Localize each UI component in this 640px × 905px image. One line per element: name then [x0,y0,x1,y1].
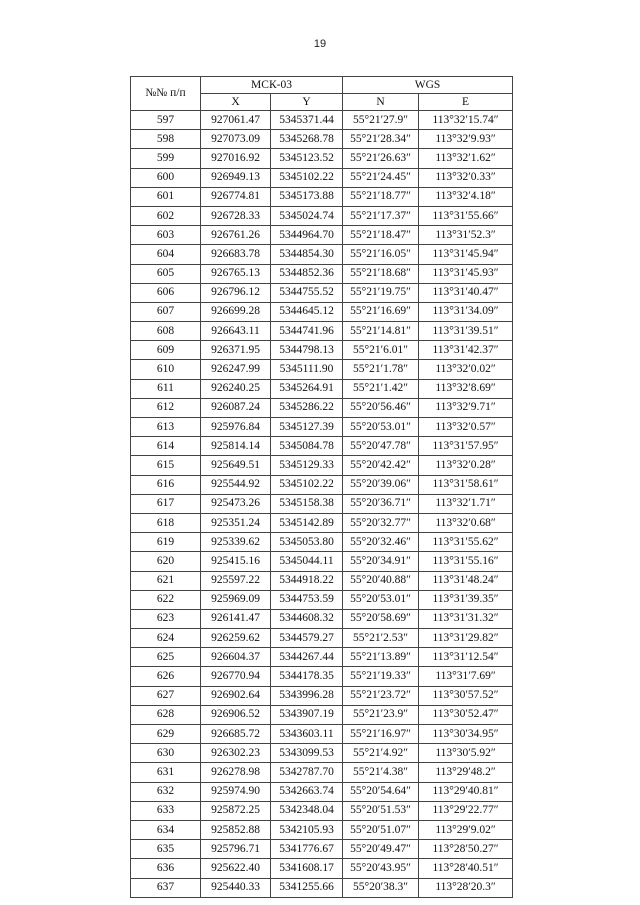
header-group-msk: МСК-03 [201,77,343,94]
cell-x: 926685.72 [201,725,271,744]
cell-n: 55°21′1.78″ [343,360,419,379]
cell-y: 5344918.22 [271,571,343,590]
table-row [131,705,513,724]
cell-x: 925622.40 [201,859,271,878]
cell-y: 5344741.96 [271,322,343,341]
cell-n: 55°21′17.37″ [343,206,419,225]
cell-x: 926728.33 [201,206,271,225]
cell-number: 632 [131,782,201,801]
cell-y: 5343099.53 [271,744,343,763]
cell-n: 55°20′56.46″ [343,398,419,417]
cell-number: 628 [131,705,201,724]
cell-y: 5343603.11 [271,725,343,744]
cell-number: 627 [131,686,201,705]
cell-n: 55°21′26.63″ [343,149,419,168]
table-row [131,801,513,820]
cell-number: 601 [131,187,201,206]
cell-x: 926796.12 [201,283,271,302]
cell-n: 55°20′51.53″ [343,801,419,820]
cell-e: 113°31′12.54″ [419,648,513,667]
cell-e: 113°32′0.57″ [419,418,513,437]
table-row [131,629,513,648]
header-y: Y [271,94,343,111]
table-row [131,533,513,552]
cell-y: 5344645.12 [271,302,343,321]
cell-e: 113°31′40.47″ [419,283,513,302]
cell-e: 113°31′45.94″ [419,245,513,264]
cell-x: 925649.51 [201,456,271,475]
table-row [131,609,513,628]
cell-n: 55°21′13.89″ [343,648,419,667]
cell-e: 113°31′31.32″ [419,609,513,628]
cell-e: 113°31′39.35″ [419,590,513,609]
cell-x: 926247.99 [201,360,271,379]
table-row [131,360,513,379]
cell-e: 113°32′0.68″ [419,513,513,532]
cell-x: 926087.24 [201,398,271,417]
cell-y: 5343907.19 [271,705,343,724]
table-row [131,437,513,456]
cell-n: 55°21′23.9″ [343,705,419,724]
cell-y: 5344579.27 [271,629,343,648]
table-row [131,840,513,859]
cell-number: 634 [131,820,201,839]
table-row [131,513,513,532]
cell-n: 55°21′19.75″ [343,283,419,302]
cell-y: 5344178.35 [271,667,343,686]
cell-number: 598 [131,130,201,149]
cell-y: 5344608.32 [271,609,343,628]
cell-e: 113°31′7.69″ [419,667,513,686]
table-row [131,686,513,705]
cell-n: 55°21′2.53″ [343,629,419,648]
cell-number: 605 [131,264,201,283]
cell-y: 5345173.88 [271,187,343,206]
cell-n: 55°20′34.91″ [343,552,419,571]
cell-number: 618 [131,513,201,532]
cell-e: 113°28′40.51″ [419,859,513,878]
cell-number: 612 [131,398,201,417]
table-row [131,206,513,225]
cell-x: 925872.25 [201,801,271,820]
cell-e: 113°29′40.81″ [419,782,513,801]
table-row [131,667,513,686]
cell-y: 5342663.74 [271,782,343,801]
cell-n: 55°20′49.47″ [343,840,419,859]
cell-n: 55°20′42.42″ [343,456,419,475]
cell-y: 5341776.67 [271,840,343,859]
cell-e: 113°32′0.33″ [419,168,513,187]
table-row [131,552,513,571]
cell-e: 113°31′58.61″ [419,475,513,494]
cell-x: 925796.71 [201,840,271,859]
table-row [131,590,513,609]
cell-y: 5341608.17 [271,859,343,878]
cell-n: 55°20′38.3″ [343,878,419,897]
cell-e: 113°32′1.62″ [419,149,513,168]
cell-y: 5345268.78 [271,130,343,149]
cell-n: 55°20′53.01″ [343,418,419,437]
cell-n: 55°21′18.47″ [343,226,419,245]
cell-e: 113°31′45.93″ [419,264,513,283]
table-row [131,322,513,341]
table-row [131,859,513,878]
cell-number: 623 [131,609,201,628]
cell-e: 113°30′34.95″ [419,725,513,744]
cell-number: 626 [131,667,201,686]
cell-number: 637 [131,878,201,897]
cell-e: 113°31′55.16″ [419,552,513,571]
cell-y: 5345123.52 [271,149,343,168]
coordinates-table [130,76,513,898]
table-row [131,398,513,417]
cell-y: 5345084.78 [271,437,343,456]
cell-number: 615 [131,456,201,475]
cell-e: 113°31′55.66″ [419,206,513,225]
cell-y: 5345053.80 [271,533,343,552]
cell-x: 925976.84 [201,418,271,437]
cell-e: 113°32′4.18″ [419,187,513,206]
table-row [131,283,513,302]
cell-x: 926902.64 [201,686,271,705]
table-row [131,418,513,437]
cell-y: 5345142.89 [271,513,343,532]
cell-x: 926278.98 [201,763,271,782]
cell-e: 113°31′39.51″ [419,322,513,341]
cell-n: 55°20′39.06″ [343,475,419,494]
cell-e: 113°32′1.71″ [419,494,513,513]
cell-n: 55°20′43.95″ [343,859,419,878]
cell-number: 631 [131,763,201,782]
cell-number: 622 [131,590,201,609]
cell-n: 55°20′40.88″ [343,571,419,590]
table-row [131,820,513,839]
cell-number: 609 [131,341,201,360]
cell-number: 624 [131,629,201,648]
cell-e: 113°31′29.82″ [419,629,513,648]
table-row [131,187,513,206]
cell-e: 113°31′34.09″ [419,302,513,321]
cell-e: 113°31′55.62″ [419,533,513,552]
cell-y: 5345102.22 [271,168,343,187]
cell-n: 55°21′28.34″ [343,130,419,149]
cell-n: 55°21′1.42″ [343,379,419,398]
cell-e: 113°30′52.47″ [419,705,513,724]
cell-x: 927016.92 [201,149,271,168]
cell-e: 113°32′8.69″ [419,379,513,398]
cell-x: 925473.26 [201,494,271,513]
cell-y: 5342787.70 [271,763,343,782]
cell-y: 5344964.70 [271,226,343,245]
cell-x: 926906.52 [201,705,271,724]
table-row [131,494,513,513]
page-number: 19 [313,38,327,50]
cell-number: 633 [131,801,201,820]
cell-e: 113°28′20.3″ [419,878,513,897]
cell-number: 603 [131,226,201,245]
cell-n: 55°21′16.05″ [343,245,419,264]
cell-number: 600 [131,168,201,187]
cell-y: 5345044.11 [271,552,343,571]
cell-x: 925814.14 [201,437,271,456]
cell-x: 927073.09 [201,130,271,149]
cell-number: 613 [131,418,201,437]
cell-n: 55°21′16.97″ [343,725,419,744]
cell-number: 611 [131,379,201,398]
cell-n: 55°20′47.78″ [343,437,419,456]
cell-y: 5341255.66 [271,878,343,897]
cell-x: 925969.09 [201,590,271,609]
cell-n: 55°21′14.81″ [343,322,419,341]
cell-n: 55°21′23.72″ [343,686,419,705]
table-row [131,456,513,475]
header-e: E [419,94,513,111]
cell-y: 5344798.13 [271,341,343,360]
cell-number: 607 [131,302,201,321]
cell-e: 113°30′57.52″ [419,686,513,705]
cell-n: 55°20′36.71″ [343,494,419,513]
header-x: X [201,94,271,111]
table-header-row [131,77,513,94]
cell-e: 113°32′0.02″ [419,360,513,379]
cell-n: 55°20′32.77″ [343,513,419,532]
cell-x: 926141.47 [201,609,271,628]
cell-number: 604 [131,245,201,264]
table-row [131,379,513,398]
table-row [131,264,513,283]
cell-y: 5345371.44 [271,111,343,130]
table-row [131,168,513,187]
table-row [131,648,513,667]
cell-y: 5342348.04 [271,801,343,820]
cell-x: 925852.88 [201,820,271,839]
cell-n: 55°20′58.69″ [343,609,419,628]
cell-number: 625 [131,648,201,667]
cell-number: 621 [131,571,201,590]
cell-e: 113°32′9.93″ [419,130,513,149]
cell-y: 5345127.39 [271,418,343,437]
cell-number: 599 [131,149,201,168]
cell-y: 5345264.91 [271,379,343,398]
table-row [131,341,513,360]
cell-x: 925351.24 [201,513,271,532]
table-row [131,878,513,897]
cell-y: 5345102.22 [271,475,343,494]
cell-n: 55°20′53.01″ [343,590,419,609]
cell-y: 5345158.38 [271,494,343,513]
cell-n: 55°21′27.9″ [343,111,419,130]
header-group-wgs: WGS [343,77,513,94]
cell-e: 113°28′50.27″ [419,840,513,859]
cell-number: 617 [131,494,201,513]
cell-e: 113°32′0.28″ [419,456,513,475]
table-body [131,111,513,898]
cell-n: 55°20′51.07″ [343,820,419,839]
cell-x: 926699.28 [201,302,271,321]
cell-x: 926949.13 [201,168,271,187]
cell-n: 55°21′16.69″ [343,302,419,321]
table-row [131,130,513,149]
cell-y: 5344753.59 [271,590,343,609]
cell-n: 55°20′32.46″ [343,533,419,552]
table-row [131,302,513,321]
header-number: №№ п/п [131,77,201,111]
cell-x: 926604.37 [201,648,271,667]
cell-x: 926371.95 [201,341,271,360]
cell-x: 927061.47 [201,111,271,130]
cell-e: 113°31′48.24″ [419,571,513,590]
cell-x: 926774.81 [201,187,271,206]
cell-number: 608 [131,322,201,341]
cell-n: 55°21′19.33″ [343,667,419,686]
cell-number: 602 [131,206,201,225]
cell-e: 113°29′22.77″ [419,801,513,820]
cell-n: 55°21′18.68″ [343,264,419,283]
cell-x: 926259.62 [201,629,271,648]
cell-n: 55°21′4.38″ [343,763,419,782]
table-row [131,475,513,494]
table-row [131,226,513,245]
table-row [131,782,513,801]
cell-x: 926765.13 [201,264,271,283]
cell-x: 926761.26 [201,226,271,245]
cell-number: 635 [131,840,201,859]
cell-x: 925440.33 [201,878,271,897]
table-row [131,725,513,744]
cell-x: 926683.78 [201,245,271,264]
cell-y: 5345024.74 [271,206,343,225]
cell-y: 5345111.90 [271,360,343,379]
cell-y: 5344852.36 [271,264,343,283]
cell-e: 113°29′9.02″ [419,820,513,839]
cell-y: 5344854.30 [271,245,343,264]
cell-y: 5342105.93 [271,820,343,839]
cell-number: 616 [131,475,201,494]
cell-x: 926770.94 [201,667,271,686]
cell-n: 55°21′18.77″ [343,187,419,206]
cell-number: 606 [131,283,201,302]
cell-n: 55°20′54.64″ [343,782,419,801]
cell-y: 5344267.44 [271,648,343,667]
table-row [131,111,513,130]
cell-y: 5343996.28 [271,686,343,705]
cell-number: 630 [131,744,201,763]
cell-number: 620 [131,552,201,571]
cell-number: 629 [131,725,201,744]
cell-x: 925974.90 [201,782,271,801]
cell-n: 55°21′4.92″ [343,744,419,763]
cell-x: 925544.92 [201,475,271,494]
cell-x: 925339.62 [201,533,271,552]
cell-e: 113°29′48.2″ [419,763,513,782]
header-n: N [343,94,419,111]
cell-x: 925597.22 [201,571,271,590]
cell-number: 614 [131,437,201,456]
table-row [131,149,513,168]
cell-x: 925415.16 [201,552,271,571]
cell-e: 113°31′52.3″ [419,226,513,245]
table-row [131,744,513,763]
cell-number: 597 [131,111,201,130]
cell-number: 610 [131,360,201,379]
cell-x: 926302.23 [201,744,271,763]
table-row [131,245,513,264]
table-row [131,571,513,590]
cell-x: 926240.25 [201,379,271,398]
cell-e: 113°32′15.74″ [419,111,513,130]
cell-y: 5345129.33 [271,456,343,475]
cell-x: 926643.11 [201,322,271,341]
cell-n: 55°21′24.45″ [343,168,419,187]
cell-e: 113°31′42.37″ [419,341,513,360]
cell-number: 636 [131,859,201,878]
cell-e: 113°31′57.95″ [419,437,513,456]
table-row [131,763,513,782]
cell-y: 5344755.52 [271,283,343,302]
cell-n: 55°21′6.01″ [343,341,419,360]
cell-e: 113°32′9.71″ [419,398,513,417]
cell-number: 619 [131,533,201,552]
cell-y: 5345286.22 [271,398,343,417]
cell-e: 113°30′5.92″ [419,744,513,763]
